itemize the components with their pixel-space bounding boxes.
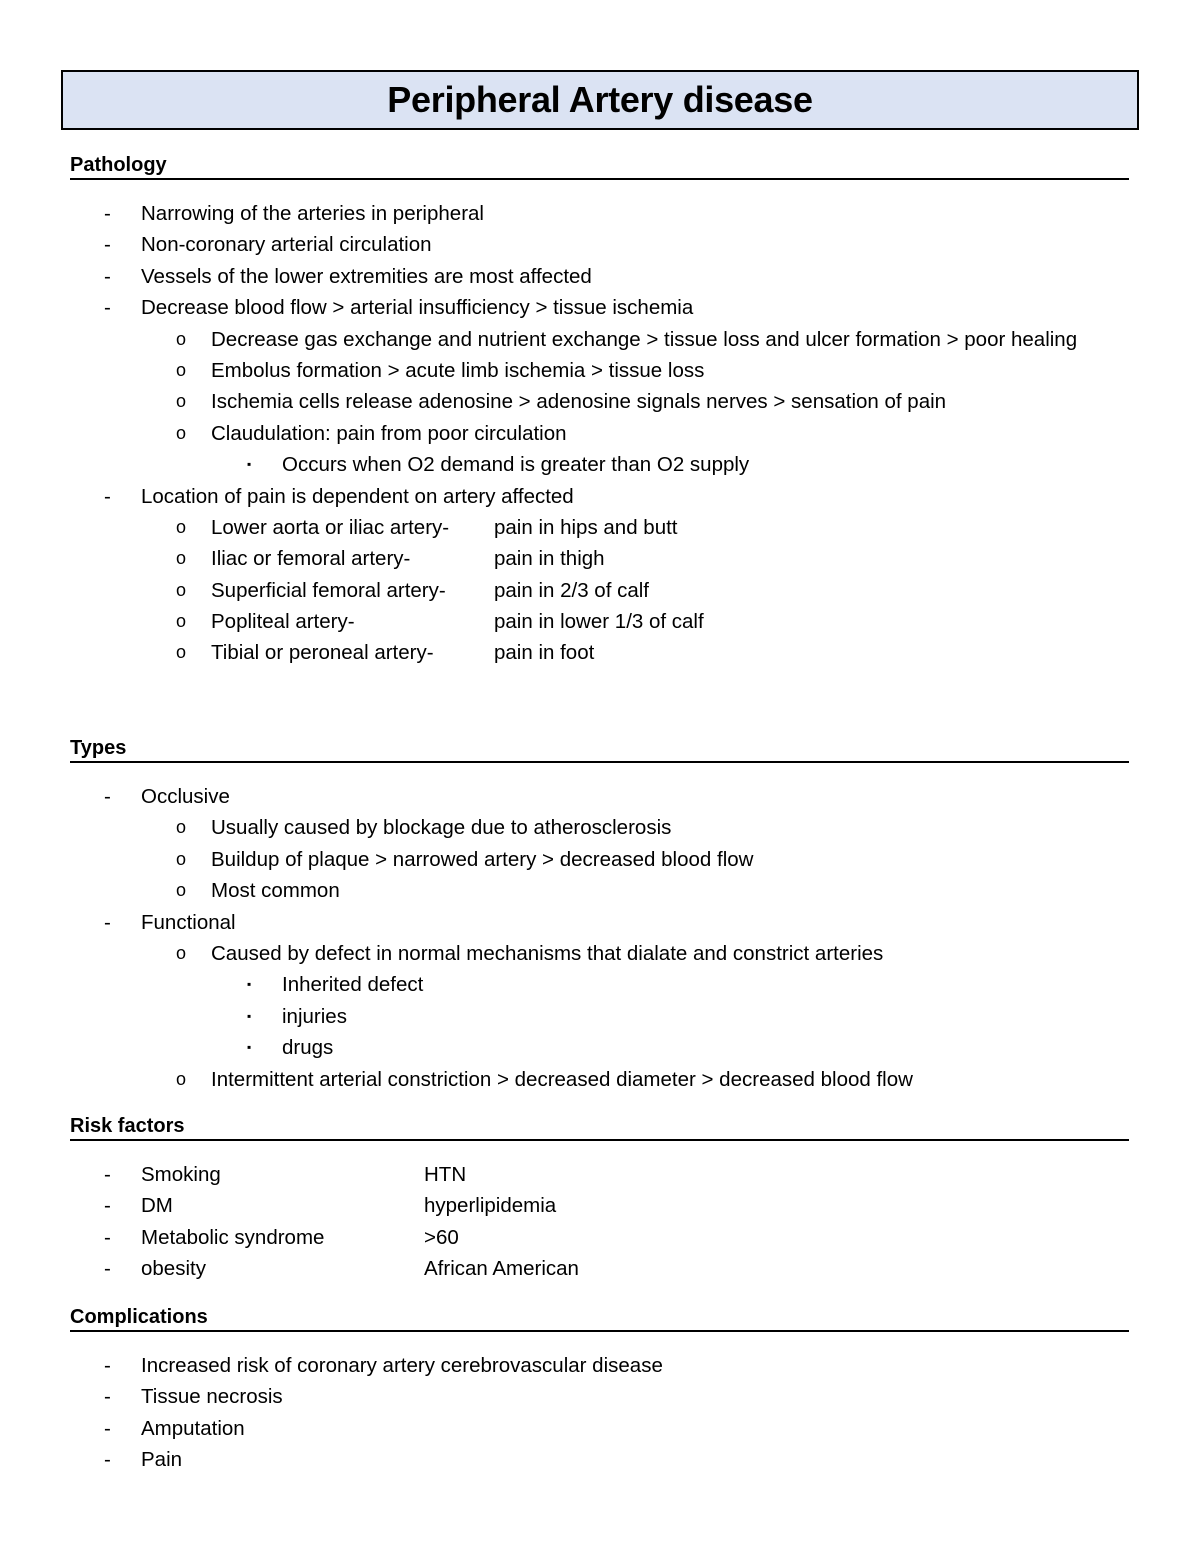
list-item [70, 261, 1129, 292]
item-text: Pain [141, 1448, 183, 1472]
risk-list [70, 1159, 1129, 1285]
sub-list-item [70, 875, 1129, 906]
item-text: Claudulation: pain from poor circulation [211, 421, 567, 445]
dash-bullet: - [104, 1163, 111, 1186]
location-row [70, 637, 1129, 668]
dash-bullet: - [104, 233, 111, 257]
dash-bullet: - [104, 1225, 111, 1249]
circle-bullet: o [176, 942, 187, 963]
risk-factor: hyperlipidemia [424, 1194, 557, 1218]
item-text: Caused by defect in normal mechanisms that dialate and constrict arteries [211, 941, 884, 965]
pain-location: pain in 2/3 of calf [494, 578, 649, 602]
risk-factor: >60 [424, 1225, 459, 1249]
types-list [70, 781, 1129, 1095]
sub-list-item [70, 812, 1129, 843]
list-item [70, 1350, 1129, 1381]
risk-row [70, 1253, 1129, 1284]
dash-bullet: - [104, 484, 111, 508]
pain-location: pain in lower 1/3 of calf [494, 610, 704, 634]
sub-list-item [70, 418, 1129, 449]
item-text: Usually caused by blockage due to atherosclerosis [211, 816, 672, 840]
sub-sub-list-item [70, 449, 1129, 480]
item-text: Location of pain is dependent on artery affected [141, 484, 574, 508]
circle-bullet: o [176, 611, 187, 632]
risk-factor: obesity [141, 1257, 206, 1281]
section-heading: Risk factors [70, 1111, 1129, 1141]
circle-bullet: o [176, 422, 187, 443]
circle-bullet: o [176, 579, 187, 600]
section-complications [70, 1302, 1129, 1476]
square-bullet: ▪ [247, 457, 252, 472]
section-pathology [70, 150, 1129, 669]
location-row [70, 543, 1129, 574]
list-item [70, 229, 1129, 260]
sub-list-item [70, 844, 1129, 875]
item-text: Non-coronary arterial circulation [141, 233, 432, 257]
artery-name: Popliteal artery- [211, 610, 355, 634]
pain-location: pain in foot [494, 641, 595, 665]
list-item [70, 198, 1129, 229]
location-row [70, 512, 1129, 543]
section-heading: Complications [70, 1302, 1129, 1332]
list-item [70, 781, 1129, 812]
item-text: drugs [282, 1036, 334, 1060]
dash-bullet: - [104, 1257, 111, 1281]
item-text: Inherited defect [282, 973, 424, 997]
square-bullet: ▪ [247, 1040, 252, 1055]
item-text: Buildup of plaque > narrowed artery > decreased blood flow [211, 847, 754, 871]
location-row [70, 606, 1129, 637]
page-title: Peripheral Artery disease [387, 79, 813, 120]
item-text: Narrowing of the arteries in peripheral [141, 202, 484, 225]
section-types [70, 733, 1129, 1095]
section-heading: Types [70, 733, 1129, 763]
circle-bullet: o [176, 328, 187, 349]
dash-bullet: - [104, 910, 111, 934]
item-text: injuries [282, 1004, 347, 1028]
pathology-list [70, 198, 1129, 669]
circle-bullet: o [176, 548, 187, 569]
dash-bullet: - [104, 296, 111, 320]
sub-list-item [70, 324, 1129, 355]
circle-bullet: o [176, 880, 187, 901]
item-text: Functional [141, 910, 236, 934]
sub-list-item [70, 355, 1129, 386]
dash-bullet: - [104, 1354, 111, 1377]
pain-location: pain in thigh [494, 547, 605, 571]
dash-bullet: - [104, 1448, 111, 1472]
artery-name: Tibial or peroneal artery- [211, 641, 434, 665]
list-item [70, 1444, 1129, 1475]
square-bullet: ▪ [247, 1008, 252, 1023]
pain-location: pain in hips and butt [494, 515, 678, 539]
item-text: Occlusive [141, 785, 230, 808]
list-item [70, 481, 1129, 512]
artery-name: Lower aorta or iliac artery- [211, 515, 450, 539]
complications-list [70, 1350, 1129, 1476]
sub-list-item [70, 938, 1129, 969]
risk-factor: Metabolic syndrome [141, 1225, 325, 1249]
item-text: Embolus formation > acute limb ischemia > tissue loss [211, 358, 705, 382]
dash-bullet: - [104, 785, 111, 808]
item-text: Ischemia cells release adenosine > adenosine signals nerves > sensation of pain [211, 390, 947, 414]
title-box [61, 70, 1139, 130]
circle-bullet: o [176, 848, 187, 869]
circle-bullet: o [176, 817, 187, 838]
dash-bullet: - [104, 1194, 111, 1218]
circle-bullet: o [176, 516, 187, 537]
list-item [70, 1413, 1129, 1444]
dash-bullet: - [104, 1385, 111, 1409]
artery-name: Iliac or femoral artery- [211, 547, 411, 571]
risk-factor: African American [424, 1257, 579, 1281]
sub-sub-list-item [70, 1001, 1129, 1032]
dash-bullet: - [104, 264, 111, 288]
sub-list-item [70, 1064, 1129, 1095]
circle-bullet: o [176, 1068, 187, 1089]
sub-sub-list-item [70, 969, 1129, 1000]
location-row [70, 575, 1129, 606]
risk-factor: Smoking [141, 1163, 221, 1186]
artery-name: Superficial femoral artery- [211, 578, 446, 602]
risk-factor: DM [141, 1194, 173, 1218]
dash-bullet: - [104, 1416, 111, 1440]
risk-factor: HTN [424, 1163, 467, 1186]
risk-row [70, 1159, 1129, 1190]
square-bullet: ▪ [247, 977, 252, 992]
dash-bullet: - [104, 202, 111, 225]
circle-bullet: o [176, 391, 187, 412]
item-text: Decrease blood flow > arterial insufficiency > tissue ischemia [141, 296, 694, 320]
section-risk-factors [70, 1111, 1129, 1285]
risk-row [70, 1222, 1129, 1253]
sub-sub-list-item [70, 1032, 1129, 1063]
item-text: Tissue necrosis [141, 1385, 283, 1409]
circle-bullet: o [176, 359, 187, 380]
item-text: Amputation [141, 1416, 245, 1440]
list-item [70, 907, 1129, 938]
risk-row [70, 1190, 1129, 1221]
item-text: Decrease gas exchange and nutrient exchange > tissue loss and ulcer formation > poor healing [211, 327, 1078, 351]
item-text: Most common [211, 879, 340, 903]
circle-bullet: o [176, 642, 187, 663]
item-text: Intermittent arterial constriction > decreased diameter > decreased blood flow [211, 1067, 913, 1091]
item-text: Increased risk of coronary artery cerebrovascular disease [141, 1354, 663, 1377]
item-text: Vessels of the lower extremities are most affected [141, 264, 592, 288]
section-heading: Pathology [70, 150, 1129, 180]
list-item [70, 1381, 1129, 1412]
item-text: Occurs when O2 demand is greater than O2 supply [282, 453, 750, 477]
list-item [70, 292, 1129, 323]
sub-list-item [70, 386, 1129, 417]
